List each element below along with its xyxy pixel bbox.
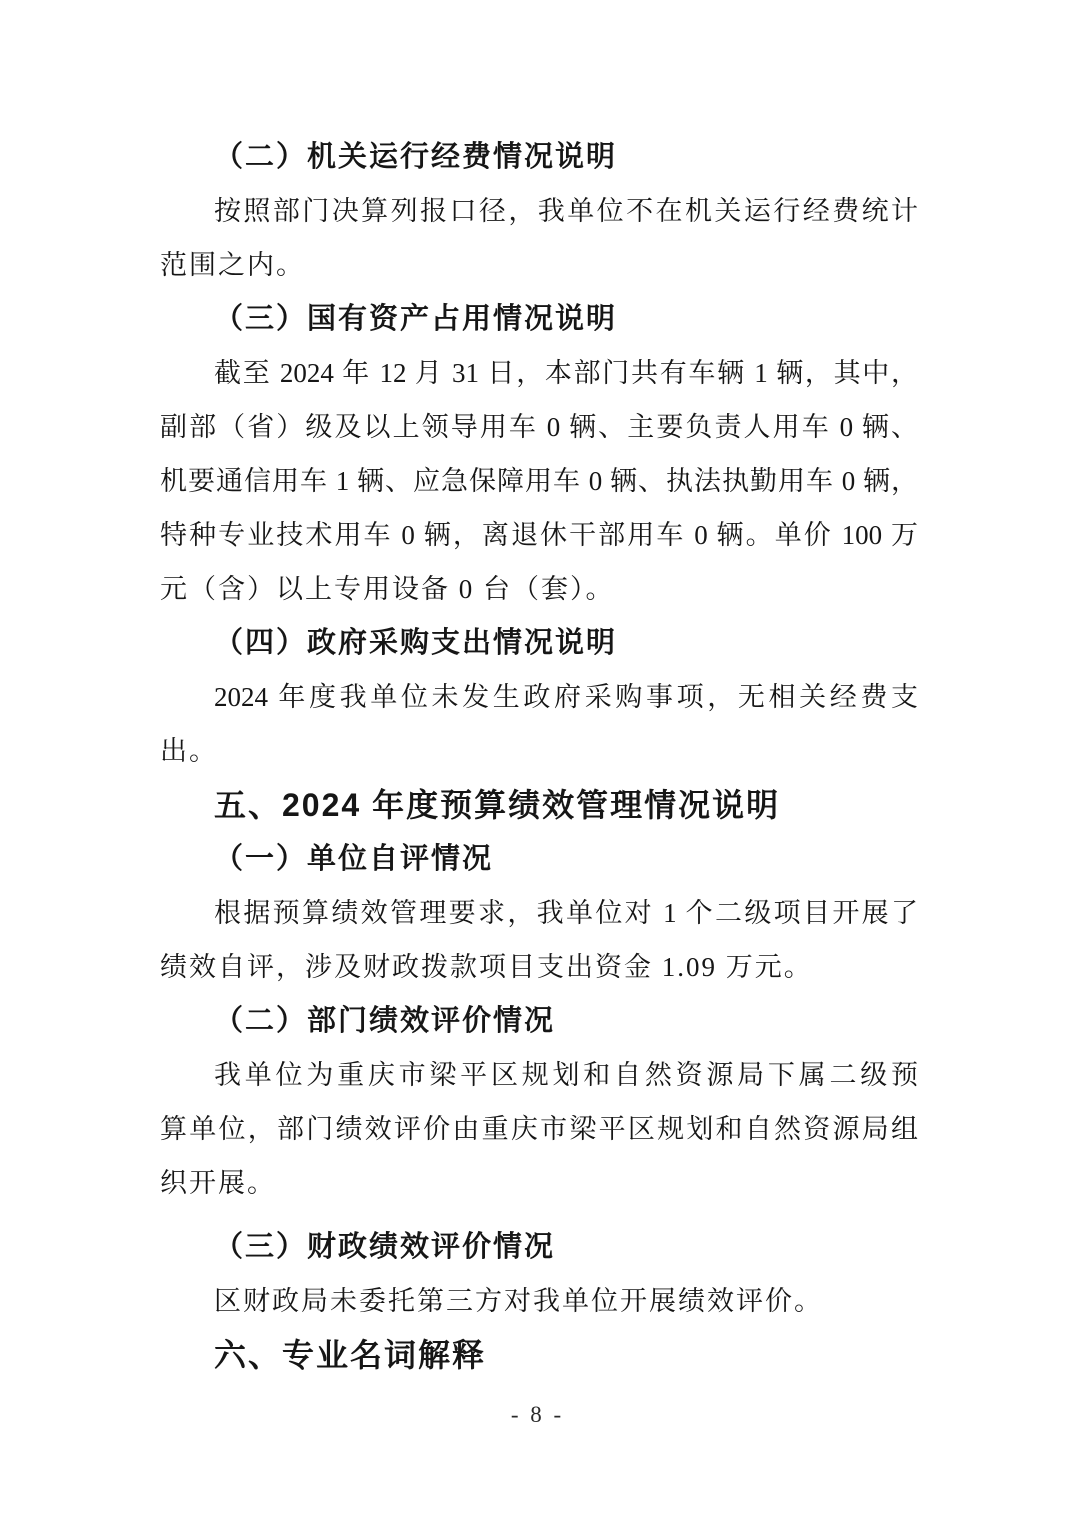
document-body: [160, 130, 918, 1382]
body-line: 绩效自评，涉及财政拨款项目支出资金 1.09 万元。: [160, 952, 813, 982]
body-line: 特种专业技术用车 0 辆，离退休干部用车 0 辆。单价 100 万: [160, 520, 918, 550]
body-line: 出。: [160, 736, 218, 766]
section-subheading: （三）国有资产占用情况说明: [214, 303, 618, 335]
section-subheading: （一）单位自评情况: [214, 843, 494, 875]
body-line: 区财政局未委托第三方对我单位开展绩效评价。: [214, 1286, 823, 1316]
page-number: - 8 -: [510, 1402, 565, 1427]
section-subheading: （三）财政绩效评价情况: [214, 1231, 556, 1263]
section-heading: 六、专业名词解释: [214, 1337, 487, 1373]
body-line: 根据预算绩效管理要求，我单位对 1 个二级项目开展了: [214, 898, 918, 928]
body-line: 织开展。: [160, 1168, 276, 1198]
body-line: 按照部门决算列报口径，我单位不在机关运行经费统计: [214, 196, 918, 226]
body-line: 机要通信用车 1 辆、应急保障用车 0 辆、执法执勤用车 0 辆，: [160, 466, 918, 496]
body-line: 算单位，部门绩效评价由重庆市梁平区规划和自然资源局组: [160, 1114, 918, 1144]
body-line: 截至 2024 年 12 月 31 日，本部门共有车辆 1 辆，其中，: [214, 358, 918, 388]
section-heading: 五、2024 年度预算绩效管理情况说明: [214, 787, 781, 823]
body-line: 副部（省）级及以上领导用车 0 辆、主要负责人用车 0 辆、: [160, 412, 918, 442]
body-line: 范围之内。: [160, 250, 305, 280]
body-line: 2024 年度我单位未发生政府采购事项，无相关经费支: [214, 682, 918, 712]
section-subheading: （四）政府采购支出情况说明: [214, 627, 618, 659]
body-line: 元（含）以上专用设备 0 台（套）。: [160, 574, 615, 604]
body-line: 我单位为重庆市梁平区规划和自然资源局下属二级预: [214, 1060, 918, 1090]
section-subheading: （二）部门绩效评价情况: [214, 1005, 556, 1037]
section-subheading: （二）机关运行经费情况说明: [214, 141, 618, 173]
